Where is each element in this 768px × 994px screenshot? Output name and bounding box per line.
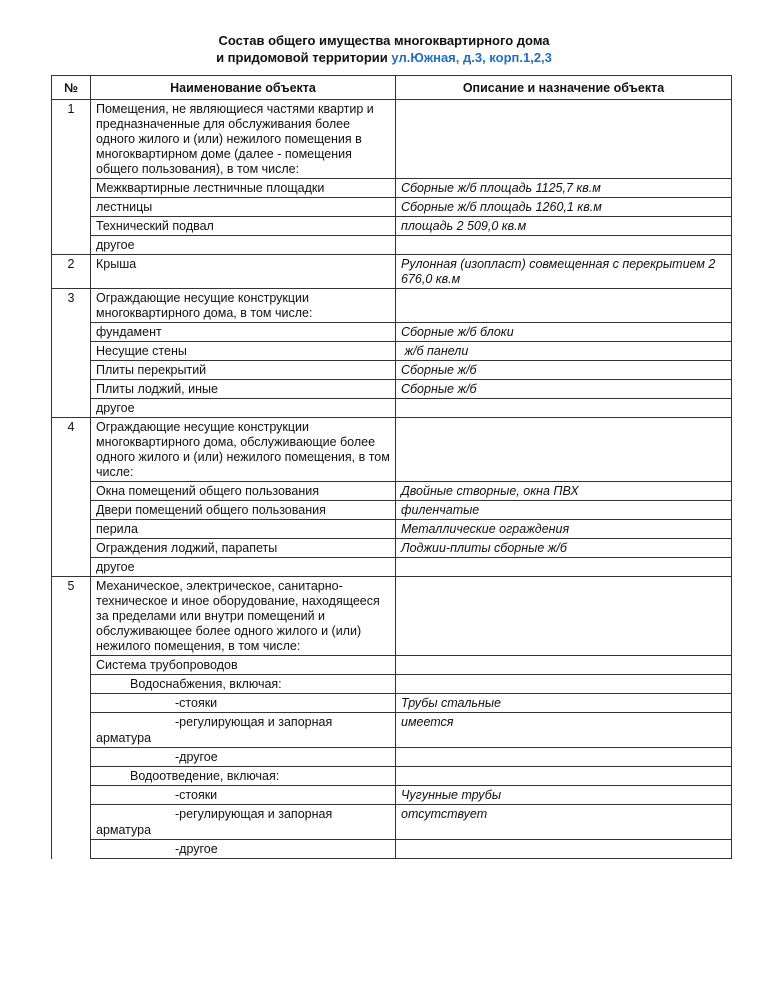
table-row [52, 236, 732, 255]
row-desc: площадь 2 509,0 кв.м [396, 217, 732, 236]
row-name: -другое [91, 748, 396, 767]
table-row [52, 179, 732, 198]
row-desc [396, 399, 732, 418]
table-row [52, 767, 732, 786]
row-desc: Сборные ж/б площадь 1260,1 кв.м [396, 198, 732, 217]
row-name: другое [91, 399, 396, 418]
row-desc: ж/б панели [396, 342, 732, 361]
table-row [52, 805, 732, 840]
row-desc [396, 236, 732, 255]
document-title [0, 32, 768, 66]
row-desc: Рулонная (изопласт) совмещенная с перекрытием 2 676,0 кв.м [396, 255, 732, 289]
table-row [52, 342, 732, 361]
title-address: ул.Южная, д.3, корп.1,2,3 [391, 50, 552, 65]
row-desc [396, 840, 732, 859]
row-name: -стояки [91, 694, 396, 713]
row-name: Водоотведение, включая: [91, 767, 396, 786]
row-name: Водоснабжения, включая: [91, 675, 396, 694]
row-name: Двери помещений общего пользования [91, 501, 396, 520]
valves-label: -регулирующая и запорная [175, 807, 333, 821]
title-line-1: Состав общего имущества многоквартирного дома [218, 33, 550, 48]
row-desc [396, 558, 732, 577]
row-desc: Сборные ж/б [396, 380, 732, 399]
header-name: Наименование объекта [91, 76, 396, 100]
header-desc: Описание и назначение объекта [396, 76, 732, 100]
row-desc [396, 675, 732, 694]
table-row [52, 539, 732, 558]
table-row [52, 198, 732, 217]
table-row [52, 694, 732, 713]
table-row [52, 289, 732, 323]
row-name: Помещения, не являющиеся частями квартир и предназначенные для обслуживания более одного жилого и (или) нежилого помещения в многоквартирном доме (далее - помещения общего пользования), в том числе: [91, 100, 396, 179]
table-row [52, 100, 732, 179]
header-num: № [52, 76, 91, 100]
table-row [52, 501, 732, 520]
title-line-2 [0, 49, 768, 66]
row-name: другое [91, 236, 396, 255]
row-desc: отсутствует [396, 805, 732, 840]
table-header-row [52, 76, 732, 100]
row-name: Ограждающие несущие конструкции многоквартирного дома, в том числе: [91, 289, 396, 323]
row-desc: Сборные ж/б площадь 1125,7 кв.м [396, 179, 732, 198]
table-row [52, 786, 732, 805]
row-desc: филенчатые [396, 501, 732, 520]
table-row [52, 840, 732, 859]
row-number: 2 [52, 255, 91, 289]
row-desc [396, 748, 732, 767]
table-row [52, 217, 732, 236]
row-name: Ограждающие несущие конструкции многоквартирного дома, обслуживающие более одного жилого и (или) нежилого помещения, в том числе: [91, 418, 396, 482]
row-name: перила [91, 520, 396, 539]
row-name: Межквартирные лестничные площадки [91, 179, 396, 198]
row-name: лестницы [91, 198, 396, 217]
table-row [52, 713, 732, 748]
row-desc: Металлические ограждения [396, 520, 732, 539]
row-name: фундамент [91, 323, 396, 342]
row-name [91, 713, 396, 748]
row-desc: Лоджии-плиты сборные ж/б [396, 539, 732, 558]
row-name: Плиты перекрытий [91, 361, 396, 380]
row-name: -стояки [91, 786, 396, 805]
row-number: 4 [52, 418, 91, 577]
title-line-2-prefix: и придомовой территории [216, 50, 392, 65]
row-desc [396, 656, 732, 675]
row-name: Система трубопроводов [91, 656, 396, 675]
row-desc: имеется [396, 713, 732, 748]
row-desc: Сборные ж/б блоки [396, 323, 732, 342]
valves-label: -регулирующая и запорная [175, 715, 333, 729]
row-number: 3 [52, 289, 91, 418]
table-row [52, 361, 732, 380]
row-desc [396, 289, 732, 323]
row-name: Технический подвал [91, 217, 396, 236]
row-name: Окна помещений общего пользования [91, 482, 396, 501]
table-row [52, 418, 732, 482]
row-desc: Двойные створные, окна ПВХ [396, 482, 732, 501]
row-desc [396, 100, 732, 179]
table-row [52, 520, 732, 539]
row-name: Крыша [91, 255, 396, 289]
table-row [52, 399, 732, 418]
table-row [52, 323, 732, 342]
row-name: другое [91, 558, 396, 577]
row-name: Несущие стены [91, 342, 396, 361]
row-desc: Чугунные трубы [396, 786, 732, 805]
table-row [52, 255, 732, 289]
row-desc [396, 577, 732, 656]
row-desc [396, 418, 732, 482]
table-row [52, 577, 732, 656]
table-row [52, 482, 732, 501]
table-row [52, 656, 732, 675]
row-name: Ограждения лоджий, парапеты [91, 539, 396, 558]
row-name [91, 805, 396, 840]
row-desc [396, 767, 732, 786]
table-row [52, 748, 732, 767]
row-name: Плиты лоджий, иные [91, 380, 396, 399]
table-row [52, 675, 732, 694]
row-name: Механическое, электрическое, санитарно-техническое и иное оборудование, находящееся за пределами или внутри помещений и обслуживающее более одного жилого и (или) нежилого помещения, в том числе: [91, 577, 396, 656]
row-number: 5 [52, 577, 91, 859]
row-number: 1 [52, 100, 91, 255]
valves-label-tail: арматура [96, 823, 152, 837]
row-name: -другое [91, 840, 396, 859]
table-row [52, 558, 732, 577]
row-desc: Сборные ж/б [396, 361, 732, 380]
row-desc: Трубы стальные [396, 694, 732, 713]
table-row [52, 380, 732, 399]
property-table [51, 75, 732, 859]
valves-label-tail: арматура [96, 731, 152, 745]
